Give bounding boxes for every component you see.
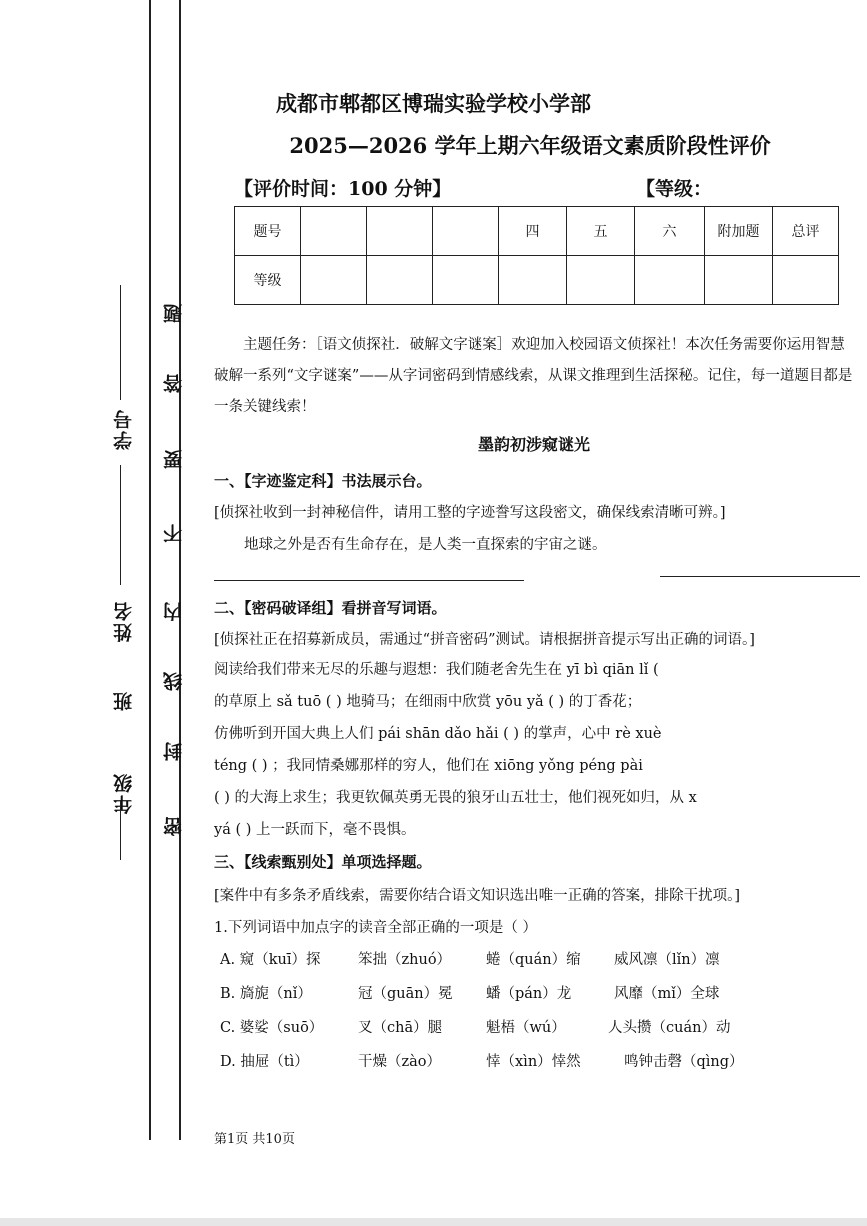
field-blank-name[interactable] (120, 465, 121, 585)
option-c-word-2: 叉（chā）腿 (358, 1020, 443, 1036)
exam-title: 2025—2026 学年上期六年级语文素质阶段性评价 (289, 133, 771, 158)
pinyin-line: 仿佛听到开国大典上人们 pái shān dǎo hǎi ( ) 的掌声，心中 rè xuè (214, 726, 662, 742)
binding-line-outer (179, 0, 181, 1140)
seal-char: 线 (163, 670, 185, 691)
option-b-word-1: B. 旖旎（nǐ） (220, 986, 312, 1002)
table-cell: 题号 (235, 207, 301, 256)
section-1-text: 地球之外是否有生命存在，是人类一直探索的宇宙之谜。 (244, 537, 607, 553)
table-cell (301, 207, 367, 256)
field-name-label: 姓名 (113, 600, 135, 642)
section-1-title: 一、【字迹鉴定科】书法展示台。 (214, 472, 432, 490)
option-c-word-4: 人头攒（cuán）动 (608, 1020, 731, 1036)
seal-char: 要 (163, 448, 185, 469)
grade-label: 【等级： (636, 178, 713, 200)
seal-char: 答 (163, 372, 185, 393)
table-cell: 四 (499, 207, 567, 256)
grade-input-cell[interactable] (367, 256, 433, 305)
table-cell (367, 207, 433, 256)
option-a-word-1: A. 窥（kuī）探 (220, 952, 321, 968)
grade-input-cell[interactable] (635, 256, 705, 305)
option-b-word-3: 蟠（pán）龙 (486, 986, 572, 1002)
seal-char: 封 (163, 740, 185, 761)
table-cell: 六 (635, 207, 705, 256)
pinyin-line: 阅读给我们带来无尽的乐趣与遐想：我们随老舍先生在 yī bì qiān lǐ ( (214, 662, 659, 678)
section-3-title: 三、【线索甄别处】单项选择题。 (214, 853, 432, 871)
option-a-word-4: 威风凛（lǐn）凛 (614, 952, 720, 968)
field-blank-grade[interactable] (120, 800, 121, 860)
pinyin-line: 的草原上 sǎ tuō ( ) 地骑马；在细雨中欣赏 yōu yǎ ( ) 的丁香花； (214, 694, 642, 710)
field-blank-id[interactable] (120, 285, 121, 400)
grade-input-cell[interactable] (433, 256, 499, 305)
option-d-word-3: 悻（xìn）悻然 (486, 1054, 581, 1070)
table-row (235, 256, 839, 305)
grade-input-cell[interactable] (773, 256, 839, 305)
grade-input-cell[interactable] (499, 256, 567, 305)
option-d-word-4: 鸣钟击磬（qìng） (624, 1054, 744, 1070)
field-grade-label: 年级 (113, 772, 135, 814)
option-c-word-3: 魁梧（wú） (486, 1020, 566, 1036)
table-cell: 等级 (235, 256, 301, 305)
question-1: 1.下列词语中加点字的读音全部正确的一项是（ ） (214, 920, 537, 936)
section-2-title: 二、【密码破译组】看拼音写词语。 (214, 599, 447, 617)
binding-line-inner (149, 0, 151, 1140)
section-1-desc: [侦探社收到一封神秘信件，请用工整的字迹誊写这段密文，确保线索清晰可辨。] (214, 505, 726, 521)
option-d-word-2: 干燥（zào） (358, 1054, 442, 1070)
table-row (235, 207, 839, 256)
option-b-word-4: 风靡（mǐ）全球 (614, 986, 720, 1002)
page-number: 第1页 共10页 (214, 1132, 295, 1147)
grade-input-cell[interactable] (301, 256, 367, 305)
option-a-word-3: 蜷（quán）缩 (486, 952, 581, 968)
copy-writing-line[interactable] (660, 576, 860, 577)
option-b-word-2: 冠（guān）冕 (358, 986, 453, 1002)
school-title: 成都市郫都区博瑞实验学校小学部 (276, 91, 591, 116)
section-3-desc: [案件中有多条矛盾线索，需要你结合语文知识选出唯一正确的答案，排除干扰项。] (214, 888, 741, 904)
grade-input-cell[interactable] (567, 256, 635, 305)
field-id-label: 学号 (113, 408, 135, 450)
copy-writing-line[interactable] (214, 580, 524, 581)
table-cell: 五 (567, 207, 635, 256)
scan-edge (0, 1218, 867, 1226)
pinyin-line: yá ( ) 上一跃而下，毫不畏惧。 (214, 822, 416, 838)
pinyin-line: [侦探社正在招募新成员，需通过“拼音密码”测试。请根据拼音提示写出正确的词语。] (214, 632, 755, 648)
table-cell: 附加题 (705, 207, 773, 256)
seal-char: 不 (163, 522, 185, 543)
part-title: 墨韵初涉窥谜光 (477, 435, 590, 454)
table-cell (433, 207, 499, 256)
seal-char: 内 (163, 600, 185, 621)
option-c-word-1: C. 婆娑（suō） (220, 1020, 324, 1036)
option-d-word-1: D. 抽屉（tì） (220, 1054, 309, 1070)
seal-char: 题 (163, 302, 185, 323)
grade-table (234, 206, 839, 305)
pinyin-line: ( ) 的大海上求生；我更钦佩英勇无畏的狼牙山五壮士，他们视死如归，从 x (214, 790, 697, 806)
grade-input-cell[interactable] (705, 256, 773, 305)
table-cell: 总评 (773, 207, 839, 256)
field-class-label: 班 (113, 690, 135, 711)
time-label: 【评价时间：100 分钟】 (234, 178, 452, 200)
option-a-word-2: 笨拙（zhuó） (358, 952, 452, 968)
pinyin-line: téng ( ) ；我同情桑娜那样的穷人，他们在 xiōng yǒng péng pài (214, 758, 643, 774)
theme-intro: 主题任务：［语文侦探社．破解文字谜案］欢迎加入校园语文侦探社！本次任务需要你运用智慧破解一系列“文字谜案”——从字词密码到情感线索，从课文推理到生活探秘。记住，每一道题目都是一条关键线索！ (214, 337, 853, 415)
seal-char: 密 (163, 815, 185, 836)
